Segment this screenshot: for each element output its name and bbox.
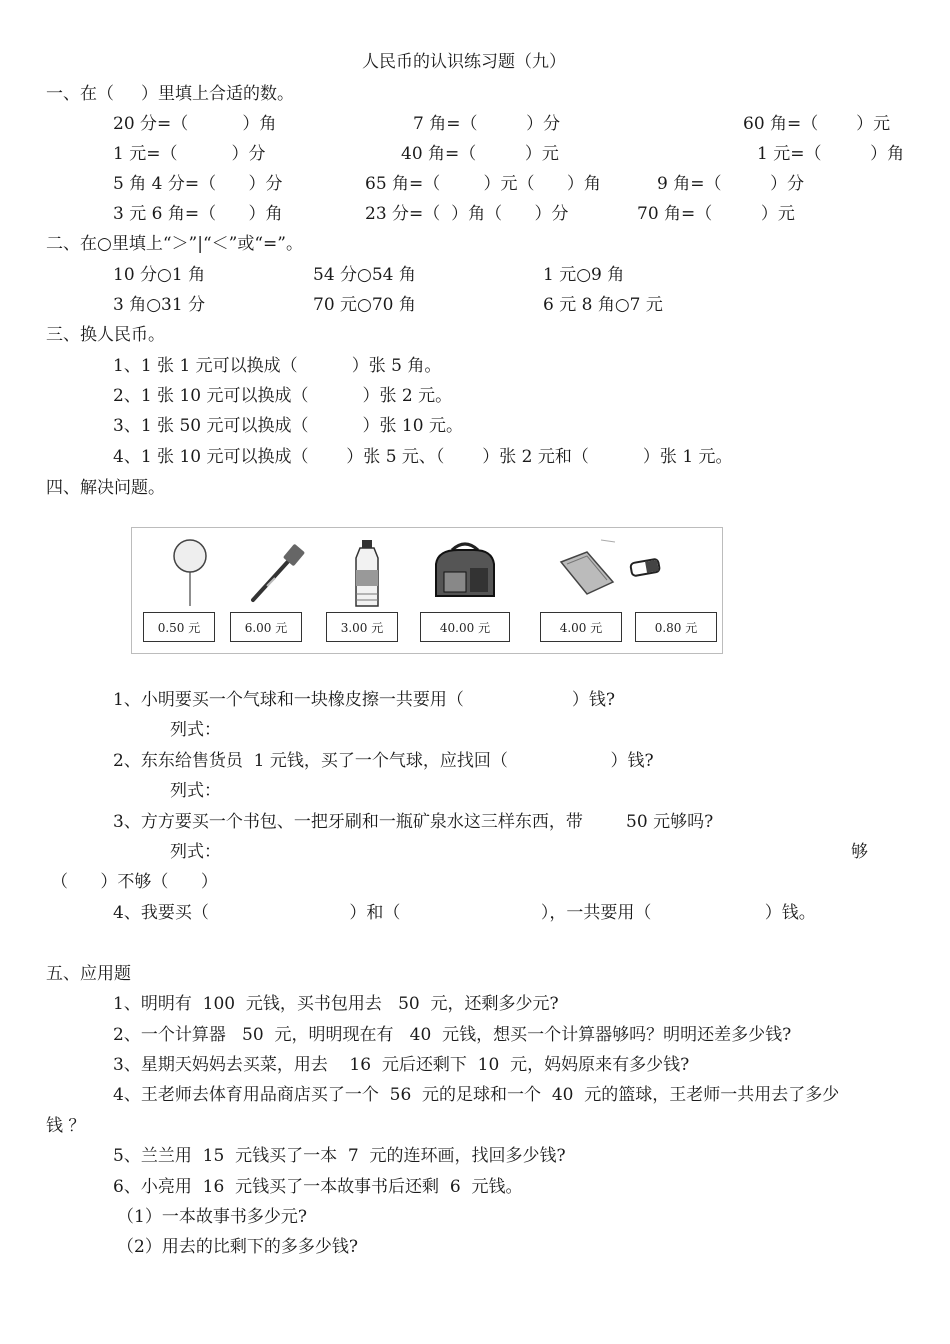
s3-item-3: 3、1 张 50 元可以换成（ ）张 10 元。 bbox=[113, 416, 463, 436]
price-tag-eraser: 0.80 元 bbox=[635, 612, 717, 642]
s2-r1-c2: 54 分○54 角 bbox=[313, 265, 416, 285]
s5-item-6-sub-2: （2）用去的比剩下的多多少钱? bbox=[117, 1237, 358, 1257]
goods-price-panel bbox=[131, 527, 723, 654]
s1-r4-c2: 23 分=（ ）角（ ）分 bbox=[365, 204, 569, 224]
s1-r4-c3: 70 角=（ ）元 bbox=[637, 204, 795, 224]
price-tag-notebook: 4.00 元 bbox=[540, 612, 622, 642]
s1-r1-c2: 7 角=（ ）分 bbox=[413, 114, 561, 134]
section-3-heading: 三、换人民币。 bbox=[46, 325, 165, 345]
s1-r3-c3: 9 角=（ ）分 bbox=[657, 174, 805, 194]
s4-question-3: 3、方方要买一个书包、一把牙刷和一瓶矿泉水这三样东西，带 50 元够吗? bbox=[113, 812, 714, 832]
s4-formula-3: 列式： bbox=[170, 842, 221, 862]
s1-r2-c2: 40 角=（ ）元 bbox=[401, 144, 559, 164]
notebook-icon bbox=[557, 538, 617, 598]
s2-r1-c3: 1 元○9 角 bbox=[543, 265, 625, 285]
s2-r2-c1: 3 角○31 分 bbox=[113, 295, 206, 315]
s4-question-4: 4、我要买（ ）和（ ），一共要用（ ）钱。 bbox=[113, 903, 816, 923]
s1-r2-c3: 1 元=（ ）角 bbox=[757, 144, 905, 164]
eraser-icon bbox=[628, 556, 664, 580]
s4-not-enough-line: （ ）不够（ ） bbox=[51, 872, 218, 892]
s5-item-1: 1、明明有 100 元钱，买书包用去 50 元，还剩多少元? bbox=[113, 994, 559, 1014]
section-4-heading: 四、解决问题。 bbox=[46, 478, 165, 498]
s3-item-1: 1、1 张 1 元可以换成（ ）张 5 角。 bbox=[113, 356, 442, 376]
price-tag-school-bag: 40.00 元 bbox=[420, 612, 510, 642]
s3-item-2: 2、1 张 10 元可以换成（ ）张 2 元。 bbox=[113, 386, 453, 406]
s1-r1-c3: 60 角=（ ）元 bbox=[743, 114, 891, 134]
s2-r2-c2: 70 元○70 角 bbox=[313, 295, 416, 315]
water-bottle-icon bbox=[350, 538, 384, 610]
s5-item-4-cont: 钱 ？ bbox=[46, 1116, 86, 1136]
s1-r3-c1: 5 角 4 分=（ ）分 bbox=[113, 174, 283, 194]
toothbrush-icon bbox=[247, 538, 307, 608]
section-1-heading: 一、在（ ）里填上合适的数。 bbox=[46, 84, 295, 104]
s4-formula-2: 列式： bbox=[170, 781, 221, 801]
s1-r1-c1: 20 分=（ ）角 bbox=[113, 114, 277, 134]
s4-question-1: 1、小明要买一个气球和一块橡皮擦一共要用（ ）钱? bbox=[113, 690, 616, 710]
s4-question-2: 2、东东给售货员 1 元钱，买了一个气球，应找回（ ）钱? bbox=[113, 751, 654, 771]
section-5-heading: 五、应用题 bbox=[46, 964, 131, 984]
balloon-icon bbox=[170, 538, 210, 608]
s5-item-6: 6、小亮用 16 元钱买了一本故事书后还剩 6 元钱。 bbox=[113, 1177, 523, 1197]
price-tag-toothbrush: 6.00 元 bbox=[230, 612, 302, 642]
school-bag-icon bbox=[430, 538, 500, 604]
s2-r1-c1: 10 分○1 角 bbox=[113, 265, 206, 285]
s5-item-6-sub-1: （1）一本故事书多少元? bbox=[117, 1207, 307, 1227]
s5-item-5: 5、兰兰用 15 元钱买了一本 7 元的连环画，找回多少钱? bbox=[113, 1146, 566, 1166]
price-tag-balloon: 0.50 元 bbox=[143, 612, 215, 642]
section-2-heading: 二、在○里填上“＞”|“＜”或“=”。 bbox=[46, 234, 303, 254]
s3-item-4: 4、1 张 10 元可以换成（ ）张 5 元、（ ）张 2 元和（ ）张 1 元。 bbox=[113, 447, 733, 467]
s4-formula-1: 列式： bbox=[170, 720, 221, 740]
s5-item-2: 2、一个计算器 50 元，明明现在有 40 元钱，想买一个计算器够吗？明明还差多少钱? bbox=[113, 1025, 792, 1045]
s5-item-3: 3、星期天妈妈去买菜，用去 16 元后还剩下 10 元，妈妈原来有多少钱? bbox=[113, 1055, 690, 1075]
s2-r2-c3: 6 元 8 角○7 元 bbox=[543, 295, 663, 315]
s5-item-4: 4、王老师去体育用品商店买了一个 56 元的足球和一个 40 元的篮球，王老师一共用去了多少 bbox=[113, 1085, 840, 1105]
price-tag-water-bottle: 3.00 元 bbox=[326, 612, 398, 642]
s1-r4-c1: 3 元 6 角=（ ）角 bbox=[113, 204, 283, 224]
s1-r2-c1: 1 元=（ ）分 bbox=[113, 144, 266, 164]
page-title: 人民币的认识练习题（九） bbox=[362, 52, 566, 72]
s1-r3-c2: 65 角=（ ）元（ ）角 bbox=[365, 174, 601, 194]
s4-enough-label: 够 bbox=[851, 842, 868, 862]
